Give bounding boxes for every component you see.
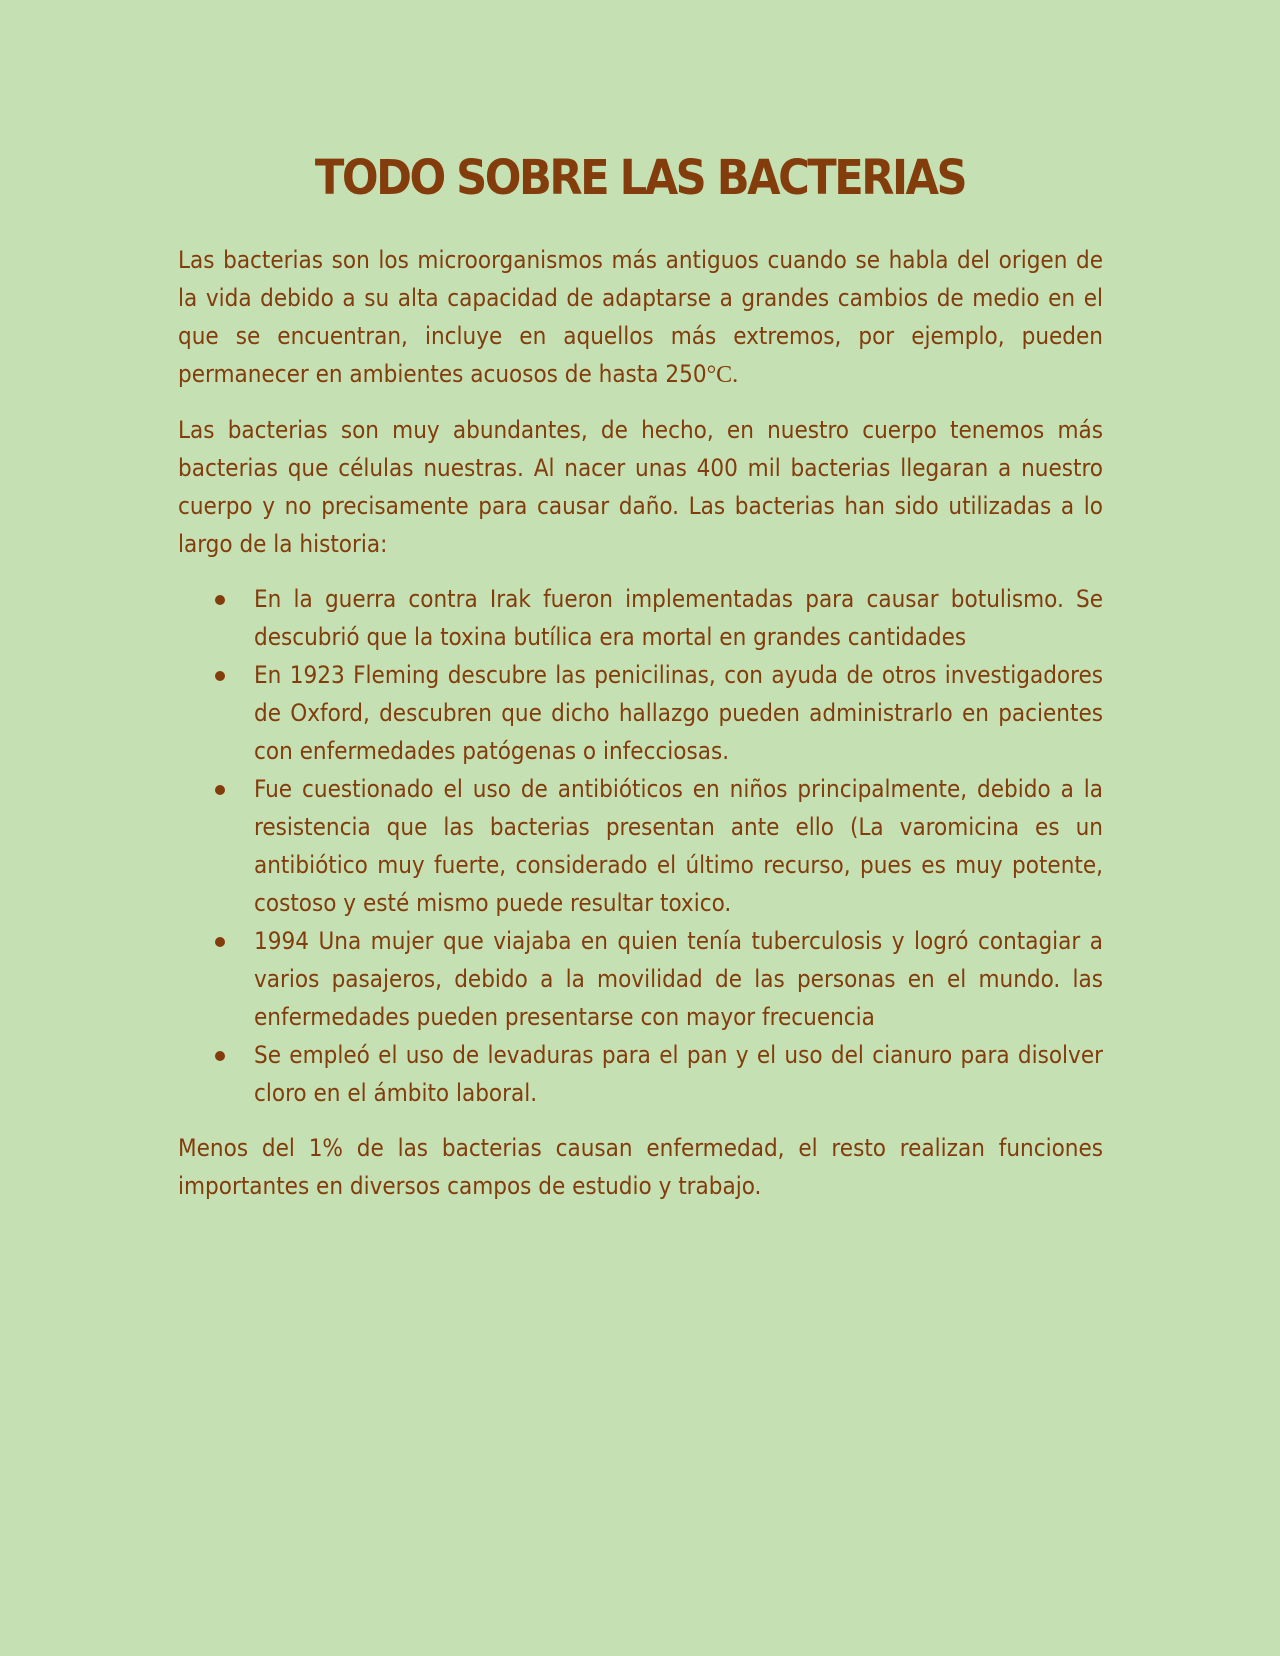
list-item-text: En la guerra contra Irak fueron implementadas para causar botulismo. Se descubrió que la toxina butílica era mortal en grandes cantidades <box>254 585 1103 651</box>
list-item <box>254 656 1103 770</box>
degree-unit: °C. <box>706 362 739 388</box>
list-item-text: Se empleó el uso de levaduras para el pan y el uso del cianuro para disolver cloro en el ámbito laboral. <box>254 1041 1103 1107</box>
bullet-icon <box>215 595 225 605</box>
history-list <box>178 580 1103 1112</box>
list-item-text: 1994 Una mujer que viajaba en quien tenía tuberculosis y logró contagiar a varios pasajeros, debido a la movilidad de las personas en el mundo. las enfermedades pueden presentarse con mayor frecuencia <box>254 927 1103 1031</box>
bullet-icon <box>215 1051 225 1061</box>
list-item <box>254 922 1103 1036</box>
bullet-icon <box>215 671 225 681</box>
bullet-icon <box>215 785 225 795</box>
list-item-text: En 1923 Fleming descubre las penicilinas, con ayuda de otros investigadores de Oxford, descubren que dicho hallazgo pueden administrarlo en pacientes con enfermedades patógenas o infecciosas. <box>254 661 1103 765</box>
list-item <box>254 770 1103 922</box>
paragraph-intro-text: Las bacterias son los microorganismos más antiguos cuando se habla del origen de la vida debido a su alta capacidad de adaptarse a grandes cambios de medio en el que se encuentran, incluye en aquellos más extremos, por ejemplo, pueden permanecer en ambientes acuosos de hasta 250 <box>178 246 1103 388</box>
list-item-text: Fue cuestionado el uso de antibióticos en niños principalmente, debido a la resistencia que las bacterias presentan ante ello (La varomicina es un antibiótico muy fuerte, considerado el último recurso, pues es muy potente, costoso y esté mismo puede resultar toxico. <box>254 775 1103 917</box>
document-body <box>178 241 1103 1222</box>
paragraph-conclusion: Menos del 1% de las bacterias causan enfermedad, el resto realizan funciones importantes en diversos campos de estudio y trabajo. <box>178 1134 1103 1200</box>
page-title: TODO SOBRE LAS BACTERIAS <box>314 150 966 206</box>
paragraph-intro <box>178 241 1103 394</box>
list-item <box>254 1036 1103 1112</box>
bullet-icon <box>215 937 225 947</box>
list-item <box>254 580 1103 656</box>
paragraph-abundance: Las bacterias son muy abundantes, de hecho, en nuestro cuerpo tenemos más bacterias que células nuestras. Al nacer unas 400 mil bacterias llegaran a nuestro cuerpo y no precisamente para causar daño. Las bacterias han sido utilizadas a lo largo de la historia: <box>178 416 1103 558</box>
